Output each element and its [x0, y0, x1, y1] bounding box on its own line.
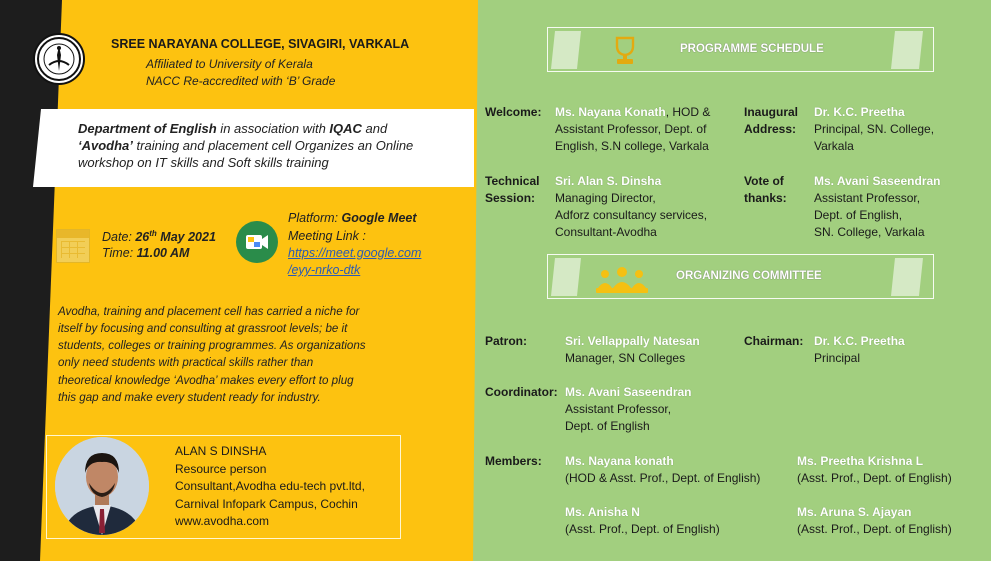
calendar-icon — [56, 229, 90, 263]
resource-person-website: www.avodha.com — [175, 514, 270, 529]
members-label: Members: — [485, 454, 542, 468]
technical-label-2: Session: — [485, 191, 536, 206]
dept-name: Department of English — [78, 121, 217, 136]
college-name: SREE NARAYANA COLLEGE, SIVAGIRI, VARKALA — [111, 37, 410, 51]
avodha-description — [58, 303, 418, 406]
technical-label — [485, 173, 539, 207]
member-item — [565, 504, 720, 538]
intro-text-2: and — [361, 121, 388, 136]
committee-banner — [547, 254, 934, 299]
vote-name: Ms. Avani Saseendran — [814, 174, 941, 188]
patron-label: Patron: — [485, 334, 527, 348]
chairman-name: Dr. K.C. Preetha — [814, 334, 905, 348]
coordinator-details — [565, 384, 692, 435]
coordinator-name: Ms. Avani Saseendran — [565, 385, 692, 399]
chairman-role: Principal — [814, 351, 861, 366]
platform-label: Platform: — [288, 211, 342, 225]
description-line: this gap and make every student ready for industry. — [58, 390, 321, 404]
vote-label-1: Vote of — [744, 174, 784, 188]
avodha-name: ‘Avodha’ — [78, 138, 133, 154]
event-time — [102, 246, 189, 260]
inaugural-label-1: Inaugural — [744, 105, 799, 119]
resource-person-address: Carnival Infopark Campus, Cochin — [175, 496, 358, 511]
date-month-year: May 2021 — [156, 230, 216, 245]
meeting-link-2[interactable]: /eyy-nrko-dtk — [288, 263, 361, 277]
coordinator-label: Coordinator: — [485, 385, 558, 399]
platform-line — [288, 211, 417, 225]
member-item — [797, 453, 952, 487]
member-role: (Asst. Prof., Dept. of English) — [565, 522, 720, 537]
time-label: Time: — [102, 246, 137, 260]
technical-label-1: Technical — [485, 174, 540, 188]
event-date — [102, 229, 216, 244]
member-name: Ms. Nayana konath — [565, 454, 674, 468]
description-line: itself by focusing and consulting at grassroot levels; be it — [58, 322, 348, 336]
member-role: (HOD & Asst. Prof., Dept. of English) — [565, 471, 761, 486]
inaugural-label-2: Address: — [744, 122, 797, 137]
resource-person-details — [175, 443, 365, 531]
vote-details — [814, 173, 941, 241]
date-day: 26 — [135, 230, 150, 245]
welcome-role-2: Assistant Professor, Dept. of — [555, 122, 707, 137]
chairman-label: Chairman: — [744, 334, 804, 348]
banner-decor-left — [551, 258, 581, 296]
member-role: (Asst. Prof., Dept. of English) — [797, 522, 952, 537]
resource-person-role: Resource person — [175, 461, 267, 476]
coordinator-role-2: Dept. of English — [565, 419, 650, 434]
date-suffix: th — [149, 229, 157, 238]
google-meet-icon — [236, 221, 278, 263]
description-line: students, colleges or training programmes. As organizations — [58, 339, 366, 353]
technical-role-3: Consultant-Avodha — [555, 225, 657, 240]
member-item — [565, 453, 760, 487]
platform-value: Google Meet — [341, 211, 417, 225]
vote-role-1: Assistant Professor, — [814, 191, 921, 206]
technical-name: Sri. Alan S. Dinsha — [555, 174, 662, 188]
schedule-banner — [547, 27, 934, 72]
banner-decor-left — [551, 31, 581, 69]
college-affiliation: Affiliated to University of Kerala — [146, 57, 313, 71]
resource-person-company: Consultant,Avodha edu-tech pvt.ltd, — [175, 479, 365, 494]
member-name: Ms. Preetha Krishna L — [797, 454, 924, 468]
vote-role-2: Dept. of English, — [814, 208, 903, 223]
inaugural-role-1: Principal, SN. College, — [814, 122, 935, 137]
resource-person-name: ALAN S DINSHA — [175, 444, 267, 458]
date-label: Date: — [102, 230, 136, 245]
patron-name: Sri. Vellappally Natesan — [565, 334, 700, 348]
vote-role-3: SN. College, Varkala — [814, 225, 925, 240]
college-accreditation: NACC Re-accredited with ‘B’ Grade — [146, 74, 336, 88]
meeting-label: Meeting Link : — [288, 229, 366, 243]
vote-label — [744, 173, 787, 207]
intro-text — [78, 120, 443, 171]
welcome-role-3: English, S.N college, Varkala — [555, 139, 709, 154]
banner-decor-right — [891, 258, 923, 296]
welcome-name: Ms. Nayana Konath — [555, 105, 666, 119]
schedule-title: PROGRAMME SCHEDULE — [680, 43, 824, 55]
banner-decor-right — [891, 31, 923, 69]
resource-person-photo — [55, 437, 149, 535]
iqac-name: IQAC — [329, 121, 362, 136]
description-line: Avodha, training and placement cell has carried a niche for — [58, 305, 360, 318]
trophy-icon — [611, 36, 639, 71]
member-name: Ms. Anisha N — [565, 505, 640, 519]
description-line: only need students with practical skills rather than — [58, 356, 314, 370]
welcome-label: Welcome: — [485, 105, 542, 119]
description-line: theoretical knowledge ‘Avodha’ makes every effort to plug — [58, 373, 354, 387]
vote-label-2: thanks: — [744, 191, 787, 206]
patron-details — [565, 333, 700, 367]
time-value: 11.00 AM — [136, 246, 190, 260]
technical-role-1: Managing Director, — [555, 191, 656, 206]
inaugural-details — [814, 104, 934, 155]
team-icon — [595, 266, 649, 299]
welcome-role-1: , HOD & — [665, 105, 711, 119]
member-name: Ms. Aruna S. Ajayan — [797, 505, 912, 519]
intro-text-3: training and placement cell Organizes an Online workshop on IT skills and Soft skills training — [78, 138, 414, 171]
inaugural-name: Dr. K.C. Preetha — [814, 105, 905, 119]
technical-role-2: Adforz consultancy services, — [555, 208, 708, 223]
inaugural-role-2: Varkala — [814, 139, 854, 154]
intro-text-1: in association with — [216, 121, 330, 136]
inaugural-label — [744, 104, 798, 138]
coordinator-role-1: Assistant Professor, — [565, 402, 672, 417]
college-emblem-icon — [33, 33, 85, 85]
chairman-details — [814, 333, 905, 367]
patron-role: Manager, SN Colleges — [565, 351, 686, 366]
member-role: (Asst. Prof., Dept. of English) — [797, 471, 952, 486]
technical-details — [555, 173, 707, 241]
committee-title: ORGANIZING COMMITTEE — [676, 270, 822, 282]
member-item — [797, 504, 952, 538]
welcome-details — [555, 104, 710, 155]
meeting-link-1[interactable]: https://meet.google.com — [288, 246, 422, 260]
